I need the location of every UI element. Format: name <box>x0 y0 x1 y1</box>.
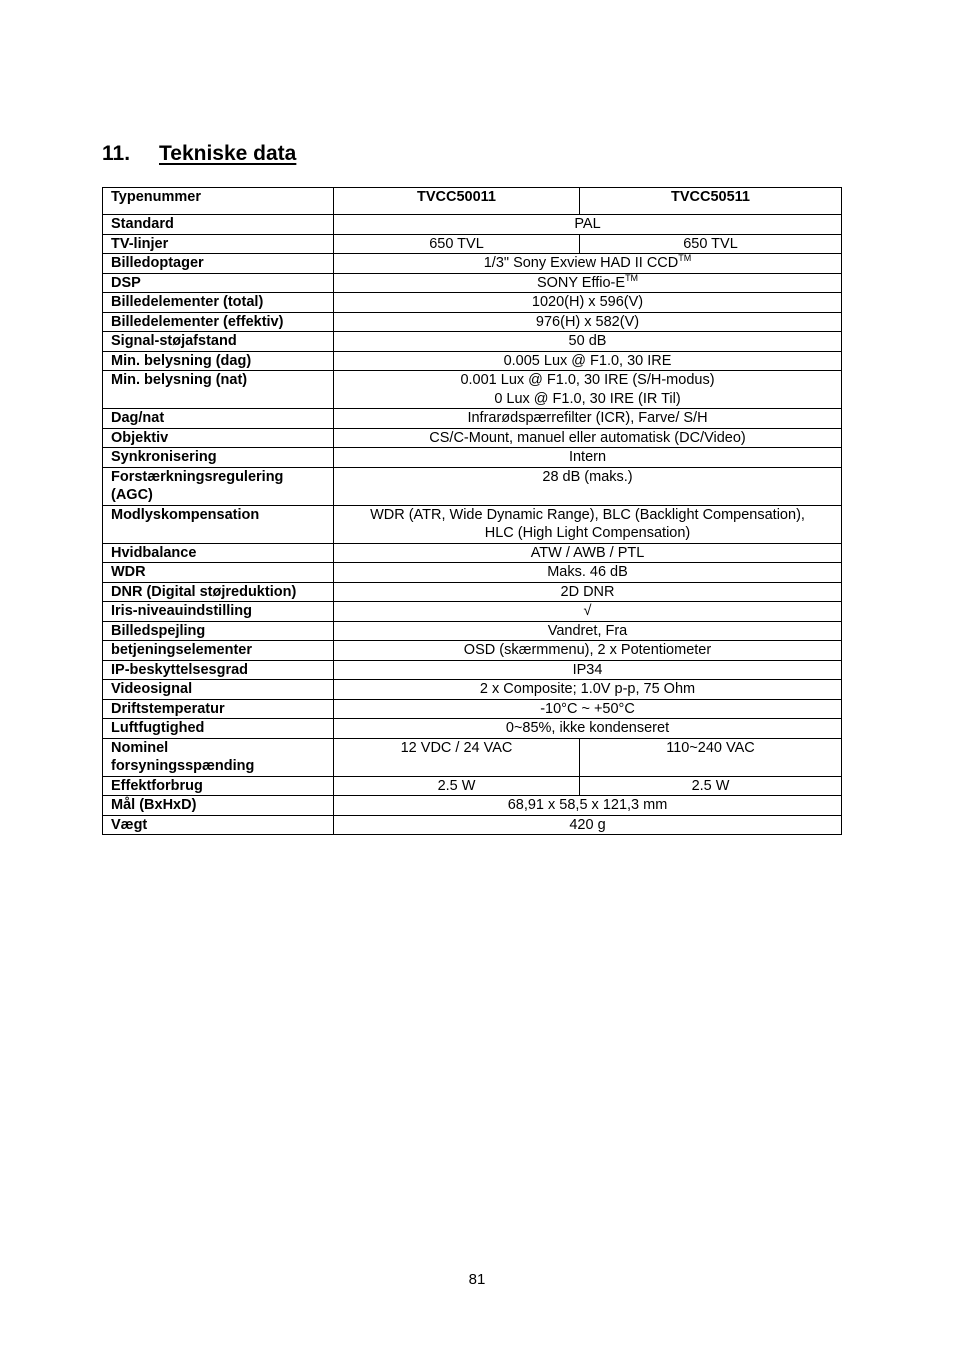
row-label: Effektforbrug <box>103 776 334 796</box>
row-label: Billedelementer (total) <box>103 293 334 313</box>
row-value: 0~85%, ikke kondenseret <box>334 719 842 739</box>
row-value: PAL <box>334 215 842 235</box>
row-value-a: 12 VDC / 24 VAC <box>334 738 580 776</box>
row-label-line: (AGC) <box>111 487 153 503</box>
table-row <box>103 602 842 622</box>
row-label: Driftstemperatur <box>103 699 334 719</box>
section-heading <box>102 141 296 167</box>
table-row <box>103 409 842 429</box>
row-value: IP34 <box>334 660 842 680</box>
row-value: 2D DNR <box>334 582 842 602</box>
row-value-text: SONY Effio-E <box>536 274 626 291</box>
row-value-line: 0 Lux @ F1.0, 30 IRE (IR Til) <box>494 390 681 407</box>
row-label: Dag/nat <box>103 409 334 429</box>
row-value <box>334 505 842 543</box>
row-label: DSP <box>103 273 334 293</box>
row-label: WDR <box>103 563 334 583</box>
row-label: Hvidbalance <box>103 543 334 563</box>
row-label: Synkronisering <box>103 448 334 468</box>
header-model-a: TVCC50011 <box>334 188 580 215</box>
row-value-text: 1/3" Sony Exview HAD II CCD <box>483 255 679 271</box>
row-label: Signal-støjafstand <box>103 332 334 352</box>
row-value-a: 650 TVL <box>334 234 580 254</box>
table-header-row <box>103 188 842 215</box>
row-value: Maks. 46 dB <box>334 563 842 583</box>
table-row <box>103 680 842 700</box>
section-title: Tekniske data <box>159 142 297 165</box>
row-value-a: 2.5 W <box>334 776 580 796</box>
row-label: Modlyskompensation <box>103 505 334 543</box>
row-value: ATW / AWB / PTL <box>334 543 842 563</box>
table-row <box>103 254 842 274</box>
row-label: Standard <box>103 215 334 235</box>
row-value <box>334 254 842 274</box>
row-value <box>334 371 842 409</box>
row-label: IP-beskyttelsesgrad <box>103 660 334 680</box>
row-value: Infrarødspærrefilter (ICR), Farve/ S/H <box>334 409 842 429</box>
technical-data-table <box>102 187 842 835</box>
table-row <box>103 582 842 602</box>
row-value-b: 2.5 W <box>580 776 842 796</box>
row-label-line: Nominel <box>111 739 169 756</box>
row-label: Objektiv <box>103 428 334 448</box>
row-label: Billedspejling <box>103 621 334 641</box>
row-value: CS/C-Mount, manuel eller automatisk (DC/Video) <box>334 428 842 448</box>
row-label: DNR (Digital støjreduktion) <box>103 582 334 602</box>
table-row <box>103 621 842 641</box>
row-value-b: 650 TVL <box>580 234 842 254</box>
row-label: Vægt <box>103 815 334 835</box>
table-row <box>103 776 842 796</box>
row-value <box>334 273 842 293</box>
table-row <box>103 351 842 371</box>
row-label: Billedoptager <box>103 254 334 274</box>
row-label-line: forsyningsspænding <box>111 758 255 774</box>
table-row <box>103 234 842 254</box>
table-row <box>103 641 842 661</box>
row-label: Min. belysning (dag) <box>103 351 334 371</box>
table-row <box>103 660 842 680</box>
row-value: Vandret, Fra <box>334 621 842 641</box>
table-row <box>103 796 842 816</box>
page-number: 81 <box>468 1271 486 1288</box>
row-value: Intern <box>334 448 842 468</box>
table-row <box>103 428 842 448</box>
row-label: Mål (BxHxD) <box>103 796 334 816</box>
row-label-line: Forstærkningsregulering <box>111 468 284 485</box>
row-value-line: 0.001 Lux @ F1.0, 30 IRE (S/H-modus) <box>460 372 715 388</box>
trademark-sup: TM <box>625 272 639 283</box>
table-row <box>103 215 842 235</box>
row-label: TV-linjer <box>103 234 334 254</box>
row-value: 68,91 x 58,5 x 121,3 mm <box>334 796 842 816</box>
header-model-b: TVCC50511 <box>580 188 842 215</box>
table-row <box>103 563 842 583</box>
table-row <box>103 738 842 776</box>
table-row <box>103 371 842 409</box>
table-row <box>103 332 842 352</box>
row-label <box>103 738 334 776</box>
trademark-sup: TM <box>678 253 692 264</box>
table-row <box>103 815 842 835</box>
table-row <box>103 312 842 332</box>
table-row <box>103 699 842 719</box>
row-value: OSD (skærmmenu), 2 x Potentiometer <box>334 641 842 661</box>
row-label: Min. belysning (nat) <box>103 371 334 409</box>
row-value: 0.005 Lux @ F1.0, 30 IRE <box>334 351 842 371</box>
row-value-line: HLC (High Light Compensation) <box>484 525 691 541</box>
table-row <box>103 293 842 313</box>
table-row <box>103 719 842 739</box>
checkmark-value: √ <box>334 602 842 622</box>
row-label: Billedelementer (effektiv) <box>103 312 334 332</box>
row-value: 28 dB (maks.) <box>334 467 842 505</box>
row-value: 50 dB <box>334 332 842 352</box>
section-number: 11. <box>102 142 131 165</box>
row-value: 1020(H) x 596(V) <box>334 293 842 313</box>
row-value: -10°C ~ +50°C <box>334 699 842 719</box>
row-label: betjeningselementer <box>103 641 334 661</box>
row-value: 420 g <box>334 815 842 835</box>
row-value-b: 110~240 VAC <box>580 738 842 776</box>
row-value: 976(H) x 582(V) <box>334 312 842 332</box>
header-label: Typenummer <box>103 188 334 215</box>
table-row <box>103 505 842 543</box>
row-value-line: WDR (ATR, Wide Dynamic Range), BLC (Backlight Compensation), <box>370 506 805 523</box>
row-label <box>103 467 334 505</box>
table-row <box>103 273 842 293</box>
table-row <box>103 448 842 468</box>
table-row <box>103 467 842 505</box>
row-label: Luftfugtighed <box>103 719 334 739</box>
row-label: Iris-niveauindstilling <box>103 602 334 622</box>
table-row <box>103 543 842 563</box>
row-value: 2 x Composite; 1.0V p-p, 75 Ohm <box>334 680 842 700</box>
row-label: Videosignal <box>103 680 334 700</box>
